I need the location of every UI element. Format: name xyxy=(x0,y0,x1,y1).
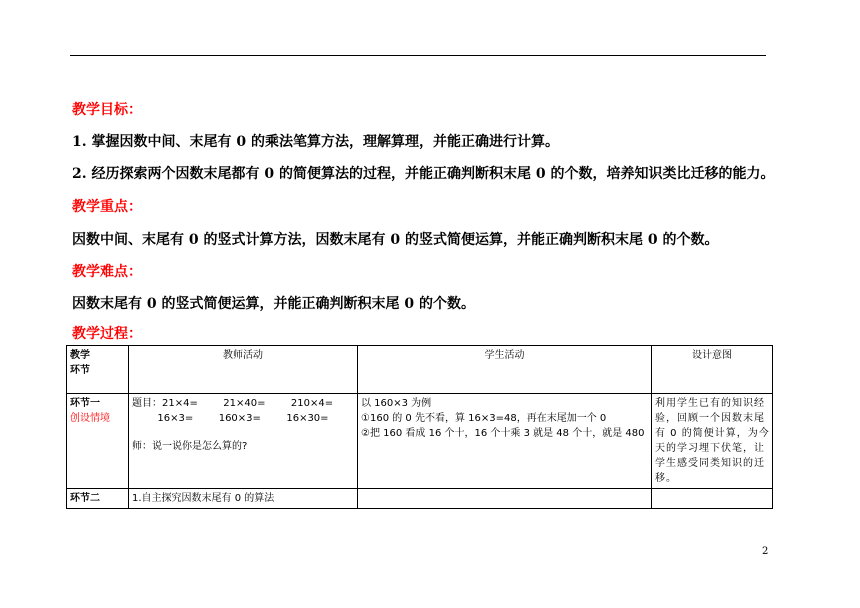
process-heading: 教学过程： xyxy=(72,326,142,342)
row1-student-line2: ①160 的 0 先不看，算 16×3=48，再在末尾加一个 0 xyxy=(361,413,607,424)
row1-teacher xyxy=(129,394,358,489)
goals-heading: 教学目标： xyxy=(72,102,142,118)
row1-design-line2: 验，回顾一个因数末尾 xyxy=(655,413,765,424)
row1-design-line5: 学生感受同类知识的迁 xyxy=(655,458,765,469)
header-stage-line1: 教学 xyxy=(70,350,90,361)
row1-stage xyxy=(67,394,129,489)
row2-stage: 环节二 xyxy=(67,489,129,509)
row1-design xyxy=(652,394,773,489)
row1-design-line4: 天的学习埋下伏笔，让 xyxy=(655,443,765,454)
goal-item-1: 1. 掌握因数中间、末尾有 0 的乘法笔算方法，理解算理，并能正确进行计算。 xyxy=(72,134,559,150)
row1-design-line3: 有 0 的简便计算，为今 xyxy=(655,428,770,439)
row1-teacher-line3: 师：说一说你是怎么算的? xyxy=(132,441,248,452)
row1-student-line3: ②把 160 看成 16 个十，16 个十乘 3 就是 48 个十，就是 480 xyxy=(361,428,645,439)
header-teacher: 教师活动 xyxy=(129,346,358,394)
key-points-heading: 教学重点： xyxy=(72,199,142,215)
row2-design xyxy=(652,489,773,509)
row1-stage-sub: 创设情境 xyxy=(70,413,110,424)
lesson-table xyxy=(66,345,773,509)
row1-teacher-line1: 题目：21×4= 21×40= 210×4= xyxy=(132,398,334,409)
difficulties-heading: 教学难点： xyxy=(72,264,142,280)
table-row xyxy=(67,489,773,509)
header-student: 学生活动 xyxy=(358,346,652,394)
header-stage xyxy=(67,346,129,394)
table-row xyxy=(67,394,773,489)
row1-student-line1: 以 160×3 为例 xyxy=(361,398,432,409)
row1-student xyxy=(358,394,652,489)
row1-stage-label: 环节一 xyxy=(70,398,100,409)
goal-item-2: 2. 经历探索两个因数末尾都有 0 的简便算法的过程，并能正确判断积末尾 0 的个数，培养知识类比迁移的能力。 xyxy=(72,166,775,182)
row1-design-line6: 移。 xyxy=(655,473,677,484)
page-number: 2 xyxy=(762,546,769,557)
table-header-row xyxy=(67,346,773,394)
key-points-text: 因数中间、末尾有 0 的竖式计算方法，因数末尾有 0 的竖式简便运算，并能正确判断积末尾 0 的个数。 xyxy=(72,232,719,248)
header-design: 设计意图 xyxy=(652,346,773,394)
header-rule xyxy=(70,55,766,56)
row2-teacher: 1.自主探究因数末尾有 0 的算法 xyxy=(129,489,358,509)
row1-teacher-line2: 16×3= 160×3= 16×30= xyxy=(132,413,329,424)
header-stage-line2: 环节 xyxy=(70,365,90,376)
row2-student xyxy=(358,489,652,509)
row1-design-line1: 利用学生已有的知识经 xyxy=(655,398,765,409)
difficulties-text: 因数末尾有 0 的竖式简便运算，并能正确判断积末尾 0 的个数。 xyxy=(72,296,475,312)
